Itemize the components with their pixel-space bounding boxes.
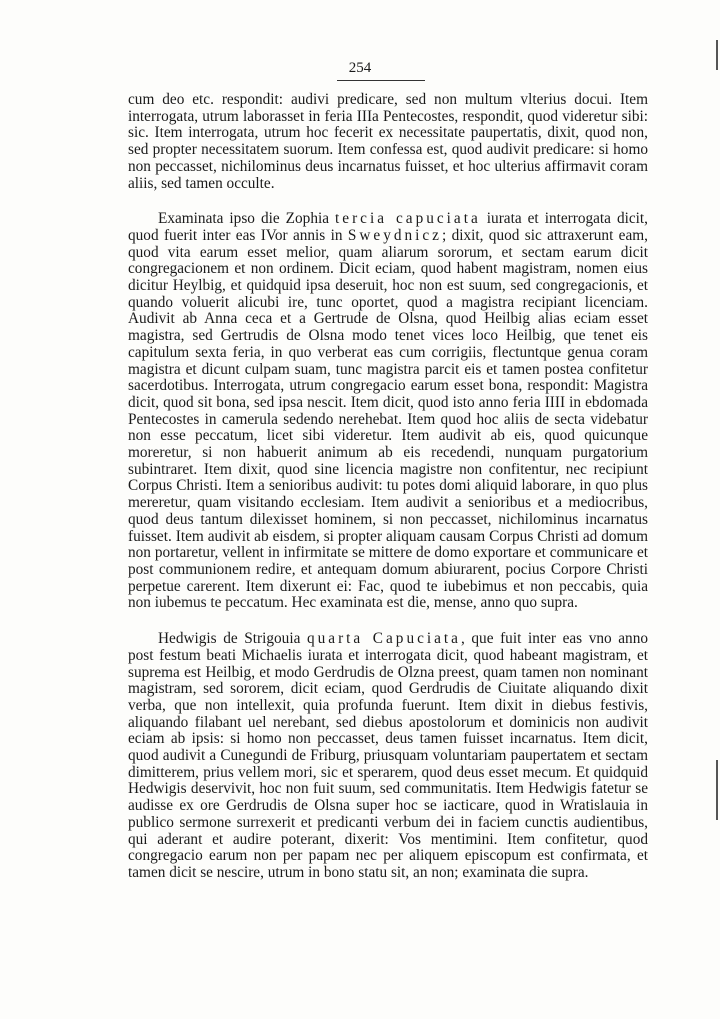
- scan-edge-mark: [716, 760, 718, 820]
- paragraph-2: [128, 211, 648, 612]
- paragraph-gap: [128, 612, 648, 631]
- paragraph-2-spaced-place: Sweydnicz: [347, 226, 442, 244]
- paragraph-2-text-b: iurata et interrogata dicit, quod fuerit inter eas IVor annis in: [128, 210, 648, 244]
- paragraph-1-text: cum deo etc. respondit: audivi predicare, sed non multum vlterius docui. Item interrogata, utrum laborasset in feria IIIa Pentecostes, respondit, quod videretur sibi: sic. Item interrogata, utrum hoc fecerit ex necessitate paupertatis, dixit, quod non, sed propter necessitatem suorum. Item confessa est, quod audivit predicare: si homo non peccasset, nichilominus deus incarnatus fuisset, et hoc ulterius affirmavit coram aliis, sed tamen occulte.: [128, 91, 648, 192]
- paragraph-2-text-c: ; dixit, quod sic attraxerunt eam, quod vita earum esset melior, quam aliarum sororum, et sectam earum dicit congregacionem et non ordinem. Dicit eciam, quod habent magistram, nomen eius dicitur Heylbig, et quidquid ipsa deseruit, hoc non est suum, sed congregacionis, et quando voluerit alicubi ire, tunc oportet, quod a magistra recipiant licenciam. Audivit ab Anna ceca et a Gertrude de Olsna, quod Heilbig alias eciam esset magistra, sed Gertrudis de Olsna modo tenet vices loco Heilbig, que tenet eis capitulum sexta feria, in quo verberat eas cum corrigiis, flectuntque genua coram magistra et dicunt culpam suam, tunc magistra parcit eis et tamen postea confitetur sacerdotibus. Interrogata, utrum congregacio earum esset bona, respondit: Magistra dicit, quod sit bona, sed ipsa nescit. Item dicit, quod isto anno feria IIII in ebdomada Pentecostes in camerula sedendo nerehebat. Item quod hoc aliis de secta videbatur non esse peccatum, licet sibi videretur. Item audivit ab eis, quod quicunque moreretur, si non habuerit animum ab eis recedendi, nunquam purgatorium subintraret. Item dixit, quod sine licencia magistre non confitentur, nec recipiunt Corpus Christi. Item a senioribus audivit: tu potes domi aliquid laborare, in quo plus mereretur, quam visitando ecclesiam. Item audivit a senioribus et a mediocribus, quod deus tantum dilexisset hominem, si non peccasset, nichilominus incarnatus fuisset. Item audivit ab eisdem, si propter aliquam causam Corpus Christi ad domum non portaretur, vellent in infirmitate se mittere de domo exportare et communicare et post communionem redire, et antequam domum abiurarent, pocius Corpore Christi perpetue carerent. Item dixerunt ei: Fac, quod te iubebimus et non peccabis, quia non iubemus te peccatum. Hec examinata est die, mense, anno quo supra.: [128, 226, 648, 612]
- scan-edge-mark: [716, 40, 718, 70]
- paragraph-3-spaced-title: quarta Capuciata: [306, 630, 461, 648]
- paragraph-3-text-a: Hedwigis de Strigouia: [158, 630, 307, 648]
- paragraph-1: [128, 92, 648, 192]
- paragraph-2-text-a: Examinata ipso die Zophia: [158, 210, 336, 228]
- page-number-rule: [337, 80, 425, 81]
- paragraph-gap: [128, 192, 648, 211]
- paragraph-2-spaced-title: tercia capuciata: [335, 210, 481, 228]
- page-number: 254: [348, 60, 372, 76]
- paragraph-3: [128, 631, 648, 882]
- body-text: [128, 92, 648, 882]
- paragraph-3-text-b: , que fuit inter eas vno anno post festum beati Michaelis iurata et interrogata dicit, quod habeant magistram, et suprema est Heilbig, et modo Gerdrudis de Olzna preest, quam tamen non nominant magistram, sed sororem, dicit eciam, quod Gerdrudis de Ciuitate aliquando dixit verba, que non intellexit, quia profunda fuerunt. Item dixit in diebus festivis, aliquando filabant uel nerebant, sed diebus apostolorum et dominicis non audivit eciam ab ipsis: si homo non peccasset, deus tamen fuisset incarnatus. Item dicit, quod audivit a Cunegundi de Friburg, priusquam voluntariam paupertatem et sectam dimitterem, prius vellem mori, sic et sperarem, quod deus esset mecum. Et quidquid Hedwigis deservivit, hoc non fuit suum, sed communitatis. Item Hedwigis fatetur se audisse ex ore Gerdrudis de Olsna super hoc se iacticare, quod in Wratislauia in publico sermone surrexerit et predicanti verbum dei in faciem cunctis audientibus, qui aderant et audire poterant, dixerit: Vos mentimini. Item confitetur, quod congregacio earum non per papam nec per aliquem episcopum est confirmata, et tamen dicit se nescire, utrum in bono statu sit, an non; examinata die supra.: [128, 630, 648, 881]
